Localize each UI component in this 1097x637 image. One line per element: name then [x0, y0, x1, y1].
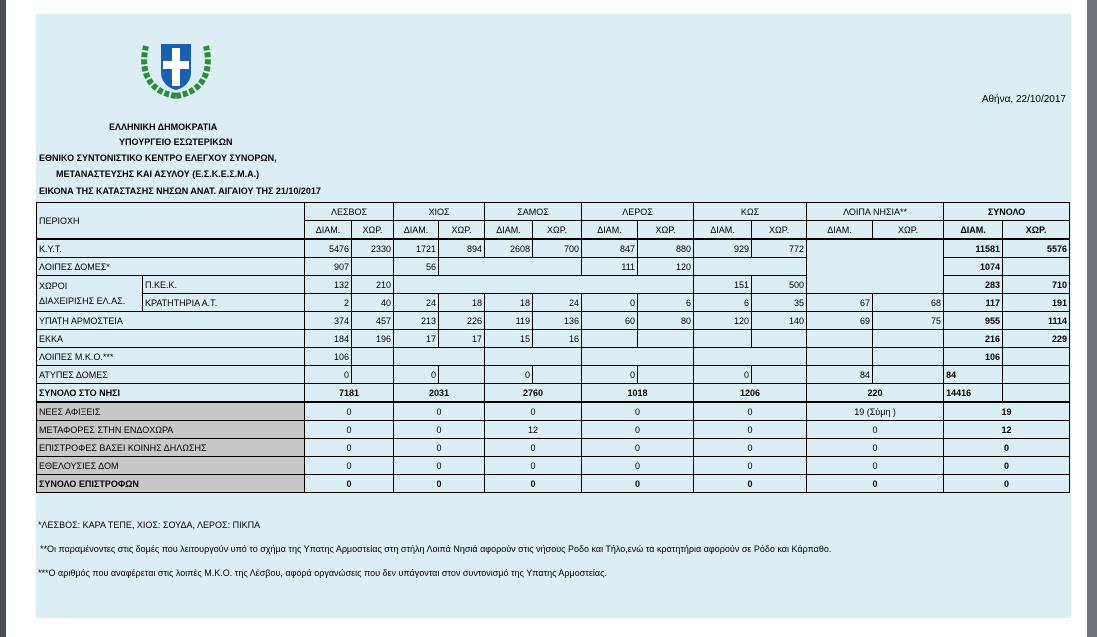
cell-total: 12 — [944, 421, 1070, 439]
cell: 40 — [352, 294, 394, 312]
header-samos: ΣΑΜΟΣ — [485, 203, 582, 221]
cell-total: 1114 — [1003, 312, 1070, 330]
cell: 1721 — [394, 239, 439, 258]
cell: 17 — [394, 330, 439, 348]
cell: 24 — [394, 294, 439, 312]
cell: 0 — [394, 421, 485, 439]
cell-empty — [352, 258, 394, 276]
cell-empty — [1003, 384, 1070, 403]
cell: 80 — [638, 312, 694, 330]
table-row-ekka — [37, 330, 1070, 348]
header-diam: ΔΙΑΜ. — [582, 221, 638, 240]
cell-empty — [1003, 366, 1070, 384]
cell: 19 (Σύμη ) — [807, 402, 944, 421]
cell-empty — [582, 330, 638, 348]
header-total: ΣΥΝΟΛΟ — [944, 203, 1070, 221]
cell: 18 — [485, 294, 533, 312]
cell: 84 — [807, 366, 873, 384]
cell: 35 — [752, 294, 807, 312]
cell: 120 — [694, 312, 752, 330]
row-label: ΕΘΕΛΟΥΣΙΕΣ ΔΟΜ — [37, 457, 305, 475]
cell: 772 — [752, 239, 807, 258]
header-xwr: ΧΩΡ. — [638, 221, 694, 240]
row-sublabel: ΚΡΑΤΗΤΗΡΙΑ Α.Τ. — [143, 294, 305, 312]
cell: 6 — [638, 294, 694, 312]
cell: 67 — [807, 294, 873, 312]
cell-empty — [439, 366, 485, 384]
table-header-islands — [37, 203, 1070, 221]
cell-empty — [638, 330, 694, 348]
cell: 0 — [394, 366, 439, 384]
cell: 0 — [582, 475, 694, 493]
cell: 0 — [694, 402, 807, 421]
cell: 60 — [582, 312, 638, 330]
row-label: ΣΥΝΟΛΟ ΣΤΟ ΝΗΣΙ — [37, 384, 305, 403]
cell: 0 — [807, 421, 944, 439]
greek-coat-of-arms-logo — [136, 34, 216, 100]
cell: 0 — [485, 366, 533, 384]
cell: 106 — [305, 348, 352, 366]
cell: 12 — [485, 421, 582, 439]
row-label: ΝΕΕΣ ΑΦΙΞΕΙΣ — [37, 402, 305, 421]
row-label: ΛΟΙΠΕΣ ΔΟΜΕΣ* — [37, 258, 305, 276]
cell: 0 — [694, 457, 807, 475]
header-ministry: ΥΠΟΥΡΓΕΙΟ ΕΣΩΤΕΡΙΚΩΝ — [119, 137, 233, 147]
cell: 0 — [582, 457, 694, 475]
header-kos: ΚΩΣ — [694, 203, 807, 221]
row-label: ΕΠΙΣΤΡΟΦΕΣ ΒΑΣΕΙ ΚΟΙΝΗΣ ΔΗΛΩΣΗΣ — [37, 439, 305, 457]
row-label: ΣΥΝΟΛΟ ΕΠΙΣΤΡΟΦΩΝ — [37, 475, 305, 493]
cell-total: 229 — [1003, 330, 1070, 348]
cell: 69 — [807, 312, 873, 330]
cell: 226 — [439, 312, 485, 330]
cell: 132 — [305, 276, 352, 294]
cell-empty — [1003, 258, 1070, 276]
table-row-island-total — [37, 384, 1070, 403]
cell: 0 — [305, 366, 352, 384]
cell-empty — [807, 239, 944, 294]
cell: 68 — [873, 294, 944, 312]
cell-total: 106 — [944, 348, 1003, 366]
header-diam: ΔΙΑΜ. — [944, 221, 1003, 240]
cell-empty — [439, 258, 582, 276]
cell: 0 — [582, 421, 694, 439]
cell: 2031 — [394, 384, 485, 403]
cell-empty — [873, 330, 944, 348]
cell-total: 11581 — [944, 239, 1003, 258]
cell-total: 14416 — [944, 384, 1003, 403]
cell-total: 5576 — [1003, 239, 1070, 258]
cell: 2 — [305, 294, 352, 312]
cell: 0 — [394, 457, 485, 475]
cell: 700 — [533, 239, 582, 258]
cell: 0 — [305, 475, 394, 493]
cell: 0 — [485, 402, 582, 421]
header-region: ΠΕΡΙΟΧΗ — [37, 203, 305, 240]
cell: 0 — [394, 439, 485, 457]
header-leros: ΛΕΡΟΣ — [582, 203, 694, 221]
cell: 7181 — [305, 384, 394, 403]
cell: 0 — [694, 439, 807, 457]
cell: 0 — [582, 294, 638, 312]
cell: 140 — [752, 312, 807, 330]
cell: 0 — [694, 475, 807, 493]
header-xwr: ΧΩΡ. — [352, 221, 394, 240]
cell-empty — [394, 276, 694, 294]
cell-total: 710 — [1003, 276, 1070, 294]
window-right-edge — [1087, 0, 1097, 637]
cell: 0 — [807, 457, 944, 475]
cell-empty — [1003, 348, 1070, 366]
footnote-1: *ΛΕΣΒΟΣ: ΚΑΡΑ ΤΕΠΕ, ΧΙΟΣ: ΣΟΥΔΑ, ΛΕΡΟΣ: ΠΙΚΠΑ — [38, 520, 261, 530]
cell: 6 — [694, 294, 752, 312]
report-title: ΕΙΚΟΝΑ ΤΗΣ ΚΑΤΑΣΤΑΣΗΣ ΝΗΣΩΝ ΑΝΑΤ. ΑΙΓΑΙΟΥ ΤΗΣ 21/10/2017 — [39, 186, 321, 196]
footnote-3: ***Ο αριθμός που αναφέρεται στις λοιπές Μ.Κ.Ο. της Λέσβου, αφορά οργανώσεις που δεν υπάγονται στον συντονισμό της Υπατης Αρμοστείας. — [38, 568, 607, 578]
cell-total: 216 — [944, 330, 1003, 348]
header-diam: ΔΙΑΜ. — [694, 221, 752, 240]
cell-empty — [582, 348, 694, 366]
cell: 0 — [305, 402, 394, 421]
cell: 0 — [807, 475, 944, 493]
cell-total: 0 — [944, 439, 1070, 457]
cell-empty — [394, 348, 485, 366]
cell: 5476 — [305, 239, 352, 258]
row-label: ΛΟΙΠΕΣ Μ.Κ.Ο.*** — [37, 348, 305, 366]
cell-empty — [352, 366, 394, 384]
table-row-detention — [37, 294, 1070, 312]
cell: 374 — [305, 312, 352, 330]
cell-total: 955 — [944, 312, 1003, 330]
row-label: ΑΤΥΠΕΣ ΔΟΜΕΣ — [37, 366, 305, 384]
table-row-returns-total — [37, 475, 1070, 493]
cell-empty — [873, 366, 944, 384]
cell-empty — [807, 330, 873, 348]
header-center: ΕΘΝΙΚΟ ΣΥΝΤΟΝΙΣΤΙΚΟ ΚΕΝΤΡΟ ΕΛΕΓΧΟΥ ΣΥΝΟΡΩΝ, — [39, 153, 277, 163]
header-republic: ΕΛΛΗΝΙΚΗ ΔΗΜΟΚΡΑΤΙΑ — [109, 122, 218, 132]
cell: 2330 — [352, 239, 394, 258]
cell: 136 — [533, 312, 582, 330]
cell: 0 — [582, 439, 694, 457]
cell-empty — [485, 348, 582, 366]
cell: 0 — [305, 457, 394, 475]
header-diam: ΔΙΑΜ. — [485, 221, 533, 240]
cell-empty — [638, 366, 694, 384]
cell-empty — [694, 348, 807, 366]
cell: 196 — [352, 330, 394, 348]
table-row-kyt — [37, 239, 1070, 258]
cell-total: 84 — [944, 366, 1003, 384]
cell: 894 — [439, 239, 485, 258]
cell: 0 — [485, 475, 582, 493]
cell: 1018 — [582, 384, 694, 403]
cell: 120 — [638, 258, 694, 276]
cell: 0 — [305, 421, 394, 439]
cell: 151 — [694, 276, 752, 294]
cell: 220 — [807, 384, 944, 403]
table-row-unhcr — [37, 312, 1070, 330]
cell-total: 1074 — [944, 258, 1003, 276]
cell-empty — [533, 366, 582, 384]
cell: 15 — [485, 330, 533, 348]
row-sublabel: Π.ΚΕ.Κ. — [143, 276, 305, 294]
cell: 119 — [485, 312, 533, 330]
header-xwr: ΧΩΡ. — [873, 221, 944, 240]
cell-total: 0 — [944, 475, 1070, 493]
header-diam: ΔΙΑΜ. — [305, 221, 352, 240]
cell: 111 — [582, 258, 638, 276]
cell-empty — [752, 366, 807, 384]
table-row-other-ngos — [37, 348, 1070, 366]
header-diam: ΔΙΑΜ. — [807, 221, 873, 240]
cell: 0 — [694, 421, 807, 439]
header-lesvos: ΛΕΣΒΟΣ — [305, 203, 394, 221]
cell: 907 — [305, 258, 352, 276]
cell: 0 — [807, 439, 944, 457]
cell-empty — [352, 348, 394, 366]
row-label-police-areas: ΧΩΡΟΙ ΔΙΑΧΕΙΡΙΣΗΣ ΕΛ.ΑΣ. — [37, 276, 143, 312]
header-xwr: ΧΩΡ. — [533, 221, 582, 240]
cell: 16 — [533, 330, 582, 348]
cell: 880 — [638, 239, 694, 258]
cell: 0 — [394, 475, 485, 493]
cell: 2608 — [485, 239, 533, 258]
cell-total: 0 — [944, 457, 1070, 475]
cell: 847 — [582, 239, 638, 258]
cell: 184 — [305, 330, 352, 348]
cell: 0 — [485, 439, 582, 457]
cell-total: 19 — [944, 402, 1070, 421]
cell: 0 — [582, 366, 638, 384]
cell-total: 117 — [944, 294, 1003, 312]
cell-empty — [694, 330, 752, 348]
cell: 210 — [352, 276, 394, 294]
window-left-edge — [0, 0, 6, 637]
cell: 213 — [394, 312, 439, 330]
cell-empty — [752, 330, 807, 348]
header-center-cont: ΜΕΤΑΝΑΣΤΕΥΣΗΣ ΚΑΙ ΑΣΥΛΟΥ (Ε.Σ.Κ.Ε.Σ.Μ.Α.) — [56, 169, 260, 179]
cell: 18 — [439, 294, 485, 312]
header-other-islands: ΛΟΙΠΑ ΝΗΣΙΑ** — [807, 203, 944, 221]
cell: 75 — [873, 312, 944, 330]
cell-empty — [873, 348, 944, 366]
cell: 0 — [394, 402, 485, 421]
cell: 0 — [582, 402, 694, 421]
footnote-2: **Οι παραμένοντες στις δομές που λειτουργούν υπό το σχήμα της Υπατης Αρμοστείας στη στήλη Λοιπά Νησιά αφορούν στις νήσους Ροδο και Τήλο,ενώ τα κρατητήρια αφορούν σε Ρόδο και Κάρπαθο. — [40, 544, 832, 554]
document-page — [36, 14, 1071, 618]
header-xwr: ΧΩΡ. — [752, 221, 807, 240]
header-chios: ΧΙΟΣ — [394, 203, 485, 221]
row-label: ΥΠΑΤΗ ΑΡΜΟΣΤΕΙΑ — [37, 312, 305, 330]
cell: 0 — [694, 366, 752, 384]
cell: 24 — [533, 294, 582, 312]
header-diam: ΔΙΑΜ. — [394, 221, 439, 240]
cell-empty — [694, 258, 807, 276]
table-row-returns-statement — [37, 439, 1070, 457]
cell-empty — [807, 348, 873, 366]
row-label: ΜΕΤΑΦΟΡΕΣ ΣΤΗΝ ΕΝΔΟΧΩΡΑ — [37, 421, 305, 439]
cell: 17 — [439, 330, 485, 348]
header-xwr: ΧΩΡ. — [439, 221, 485, 240]
table-row-transfers — [37, 421, 1070, 439]
cell: 2760 — [485, 384, 582, 403]
cell: 0 — [305, 439, 394, 457]
cell: 56 — [394, 258, 439, 276]
table-row-informal — [37, 366, 1070, 384]
cell: 0 — [485, 457, 582, 475]
table-row-voluntary — [37, 457, 1070, 475]
table-row-new-arrivals — [37, 402, 1070, 421]
cell: 500 — [752, 276, 807, 294]
cell: 1206 — [694, 384, 807, 403]
cell-total: 283 — [944, 276, 1003, 294]
cell: 929 — [694, 239, 752, 258]
row-label: ΕΚΚΑ — [37, 330, 305, 348]
header-xwr: ΧΩΡ. — [1003, 221, 1070, 240]
document-date: Αθήνα, 22/10/2017 — [981, 94, 1066, 105]
cell: 457 — [352, 312, 394, 330]
islands-status-table — [36, 202, 1070, 493]
cell-total: 191 — [1003, 294, 1070, 312]
row-label: Κ.Υ.Τ. — [37, 239, 305, 258]
